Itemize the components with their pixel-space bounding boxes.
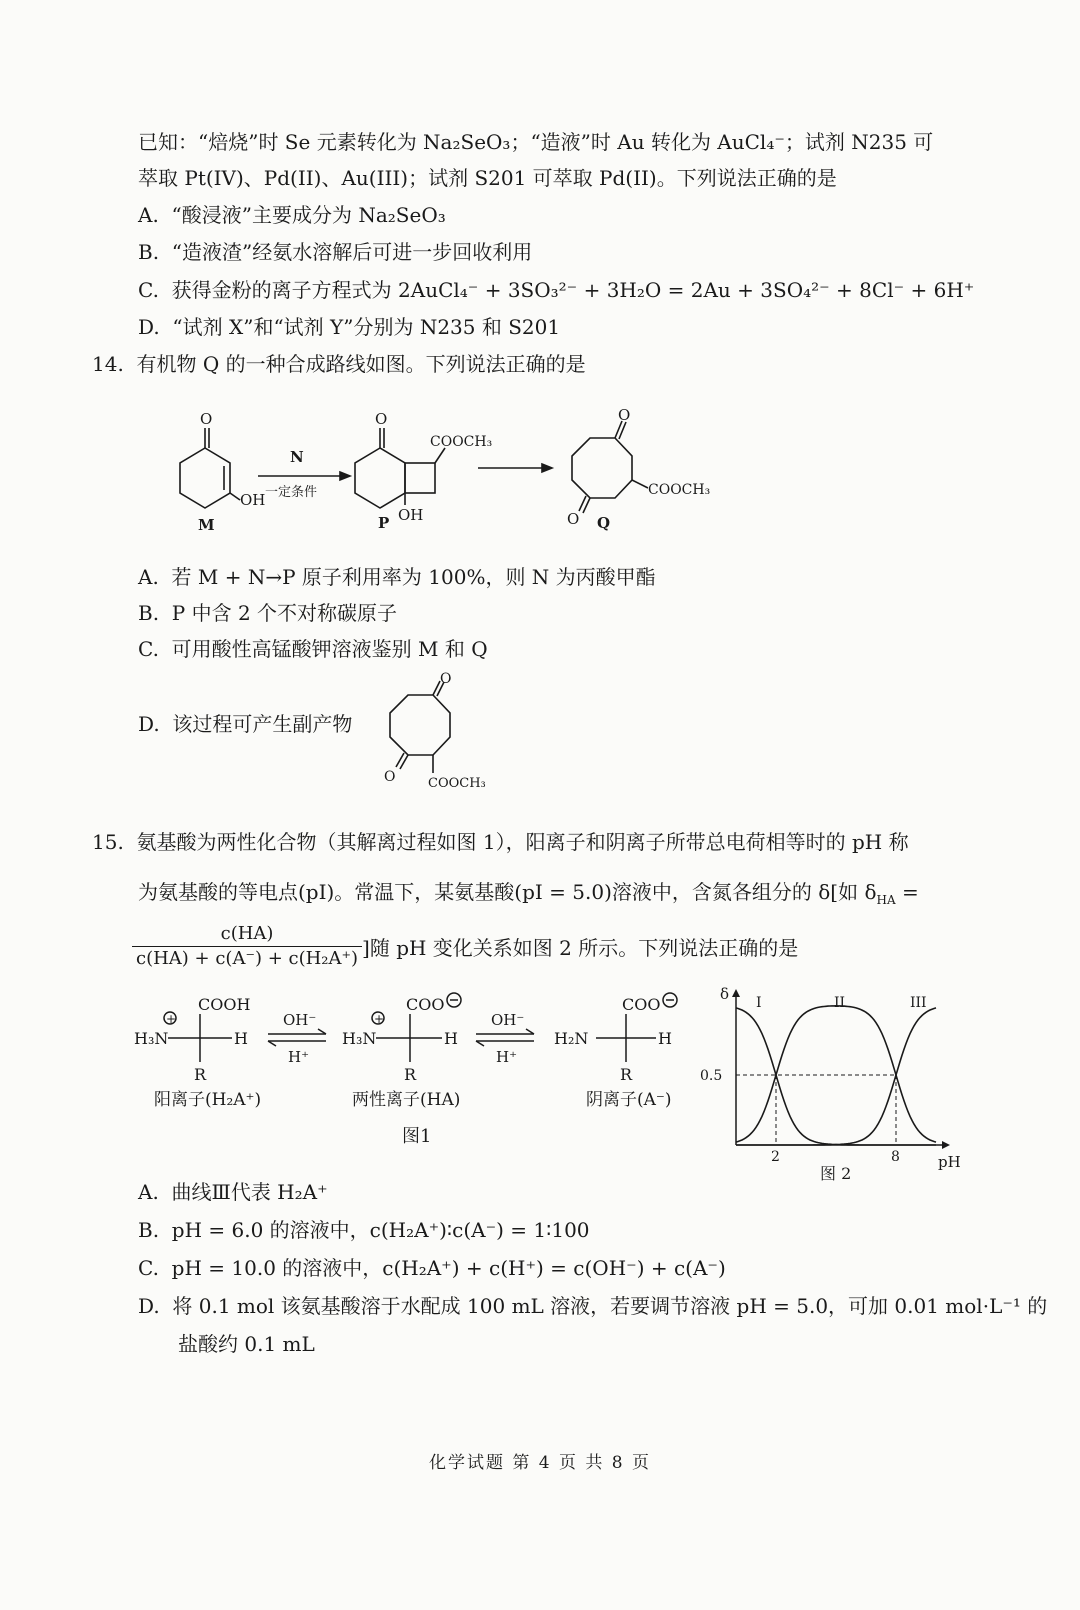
y-axis-arrow xyxy=(732,989,740,997)
carboxylate-label: COO xyxy=(406,995,445,1014)
carboxyl-label: COOH xyxy=(198,995,251,1014)
h-label: H xyxy=(234,1029,248,1048)
option-text: 盐酸约 0.1 mL xyxy=(178,1332,315,1356)
option-text: “试剂 X”和“试剂 Y”分别为 N235 和 S201 xyxy=(172,315,561,339)
ester-label: COOCH₃ xyxy=(430,434,493,450)
option-letter: A. xyxy=(138,565,159,589)
x-axis-arrow xyxy=(942,1141,950,1149)
option-letter: B. xyxy=(138,1218,160,1242)
option-text: “酸浸液”主要成分为 Na₂SeO₃ xyxy=(171,203,446,227)
anion-structure xyxy=(554,993,677,1110)
option-letter: D. xyxy=(138,1294,160,1318)
curve-label-II: II xyxy=(834,995,846,1011)
label-p: P xyxy=(378,514,390,532)
option-letter: C. xyxy=(138,278,159,302)
curve-label-III: III xyxy=(910,995,927,1011)
curve-III xyxy=(736,1008,936,1145)
zwitterion-label: 两性离子(HA) xyxy=(352,1090,461,1110)
option-text: pH = 10.0 的溶液中，c(H₂A⁺) + c(H⁺) = c(OH⁻) + c(A⁻) xyxy=(171,1256,726,1280)
oxygen-label: O xyxy=(375,410,388,428)
option-text: 获得金粉的离子方程式为 2AuCl₄⁻ + 3SO₃²⁻ + 3H₂O = 2Au + 3SO₄²⁻ + 8Cl⁻ + 6H⁺ xyxy=(171,278,975,302)
option-text: 若 M + N→P 原子利用率为 100%，则 N 为丙酸甲酯 xyxy=(171,565,656,589)
q15-stem-line2 xyxy=(138,878,919,914)
x-axis-label: pH xyxy=(938,1153,961,1171)
option-text: P 中含 2 个不对称碳原子 xyxy=(171,601,398,625)
q14-byproduct-structure xyxy=(378,671,518,805)
q14-option-d xyxy=(138,710,352,738)
option-text: 该过程可产生副产物 xyxy=(172,712,353,736)
q14-stem xyxy=(92,350,586,378)
option-text: 将 0.1 mol 该氨基酸溶于水配成 100 mL 溶液，若要调节溶液 pH = 5.0，可加 0.01 mol·L⁻¹ 的 xyxy=(172,1294,1048,1318)
ammonium-label: H₃N xyxy=(342,1029,377,1048)
option-text: pH = 6.0 的溶液中，c(H₂A⁺)∶c(A⁻) = 1∶100 xyxy=(171,1218,590,1242)
label-q: Q xyxy=(597,514,611,532)
q14-option-b xyxy=(138,599,397,627)
curve-II xyxy=(736,1006,936,1142)
cation-label: 阳离子(H₂A⁺) xyxy=(154,1090,262,1110)
proton-label: H⁺ xyxy=(496,1048,517,1066)
q13-option-b xyxy=(138,238,532,266)
q13-option-a xyxy=(138,201,446,229)
r-label: R xyxy=(404,1065,417,1084)
option-letter: C. xyxy=(138,637,159,661)
hydroxide-label: OH⁻ xyxy=(491,1011,525,1029)
option-letter: C. xyxy=(138,1256,159,1280)
fraction-numerator: c(HA) xyxy=(220,923,274,944)
page-footer: 化学试题 第 4 页 共 8 页 xyxy=(428,1453,652,1473)
h-label: H xyxy=(444,1029,458,1048)
oxygen-label: O xyxy=(567,510,580,528)
option-text: 曲线Ⅲ代表 H₂A⁺ xyxy=(171,1180,328,1204)
q14-option-c xyxy=(138,635,488,663)
option-letter: D. xyxy=(138,712,160,736)
zwitterion-structure xyxy=(342,993,461,1110)
q15-option-a xyxy=(138,1178,328,1206)
anion-label: 阴离子(A⁻) xyxy=(586,1090,672,1110)
option-letter: D. xyxy=(138,315,160,339)
y-tick-label: 0.5 xyxy=(700,1068,723,1084)
option-letter: B. xyxy=(138,601,160,625)
option-letter: B. xyxy=(138,240,160,264)
carboxylate-label: COO xyxy=(622,995,661,1014)
q15-option-c xyxy=(138,1254,726,1282)
amine-label: H₂N xyxy=(554,1029,589,1048)
x-tick-label: 2 xyxy=(771,1149,780,1165)
proton-label: H⁺ xyxy=(288,1048,309,1066)
option-text: 可用酸性高锰酸钾溶液鉴别 M 和 Q xyxy=(171,637,488,661)
y-axis-label: δ xyxy=(720,985,730,1003)
label-m: M xyxy=(198,516,215,534)
conditions-label: 一定条件 xyxy=(265,485,318,500)
question-text: 为氨基酸的等电点(pI)。常温下，某氨基酸(pI = 5.0)溶液中，含氮各组分的 δ[如 δ xyxy=(138,880,877,904)
molecule-p xyxy=(355,410,492,532)
question-number: 15. xyxy=(92,830,124,854)
hydroxide-label: OH⁻ xyxy=(283,1011,317,1029)
delta-fraction xyxy=(132,922,362,971)
question-text: = xyxy=(895,880,919,904)
fraction-denominator: c(HA) + c(A⁻) + c(H₂A⁺) xyxy=(132,946,362,971)
ester-label: COOCH₃ xyxy=(648,482,711,498)
ester-label: COOCH₃ xyxy=(428,776,486,791)
oxygen-label: O xyxy=(200,410,213,428)
q13-option-d xyxy=(138,313,560,341)
equilibrium-arrows-1 xyxy=(268,1011,326,1066)
reaction-arrow-2 xyxy=(478,464,552,472)
molecule-q xyxy=(567,406,710,532)
oxygen-label: O xyxy=(440,671,452,687)
cation-structure xyxy=(134,995,261,1110)
hydroxyl-label: OH xyxy=(240,491,266,509)
q14-option-a xyxy=(138,563,656,591)
q13-given-line1: 已知：“焙烧”时 Se 元素转化为 Na₂SeO₃；“造液”时 Au 转化为 AuCl₄⁻；试剂 N235 可 xyxy=(138,130,934,154)
question-text: 有机物 Q 的一种合成路线如图。下列说法正确的是 xyxy=(136,352,586,376)
figure-1-dissociation xyxy=(130,990,710,1160)
reaction-arrow-1 xyxy=(258,448,350,500)
r-label: R xyxy=(194,1065,207,1084)
q14-synthesis-scheme xyxy=(160,408,760,558)
delta-subscript: HA xyxy=(876,893,896,907)
curve-label-I: I xyxy=(756,995,762,1011)
question-text: ]随 pH 变化关系如图 2 所示。下列说法正确的是 xyxy=(362,936,799,960)
curve-I xyxy=(736,1008,936,1145)
molecule-m xyxy=(180,410,265,534)
oxygen-label: O xyxy=(618,406,631,424)
oxygen-label: O xyxy=(384,769,396,785)
option-letter: A. xyxy=(138,1180,159,1204)
figure-1-caption: 图1 xyxy=(402,1126,432,1147)
question-text: 氨基酸为两性化合物（其解离过程如图 1），阳离子和阴离子所带总电荷相等时的 pH 称 xyxy=(136,830,909,854)
q15-option-d-continued xyxy=(178,1330,315,1358)
svg-text:+: + xyxy=(374,1012,385,1026)
equilibrium-arrows-2 xyxy=(476,1011,534,1066)
figure-2-chart xyxy=(700,985,968,1190)
figure-2-caption: 图 2 xyxy=(820,1164,852,1183)
option-letter: A. xyxy=(138,203,159,227)
q15-stem-line3 xyxy=(132,922,798,971)
ammonium-label: H₃N xyxy=(134,1029,169,1048)
h-label: H xyxy=(658,1029,672,1048)
svg-text:+: + xyxy=(166,1012,177,1026)
r-label: R xyxy=(620,1065,633,1084)
question-number: 14. xyxy=(92,352,124,376)
option-text: “造液渣”经氨水溶解后可进一步回收利用 xyxy=(171,240,533,264)
reagent-n-label: N xyxy=(290,448,304,466)
x-tick-label: 8 xyxy=(891,1149,900,1165)
q15-stem-line1 xyxy=(92,828,909,856)
q15-option-b xyxy=(138,1216,590,1244)
q13-option-c xyxy=(138,276,974,304)
hydroxyl-label: OH xyxy=(398,506,424,524)
q13-given-line2: 萃取 Pt(IV)、Pd(II)、Au(III)；试剂 S201 可萃取 Pd(II)。下列说法正确的是 xyxy=(138,166,837,190)
q15-option-d xyxy=(138,1292,1047,1320)
